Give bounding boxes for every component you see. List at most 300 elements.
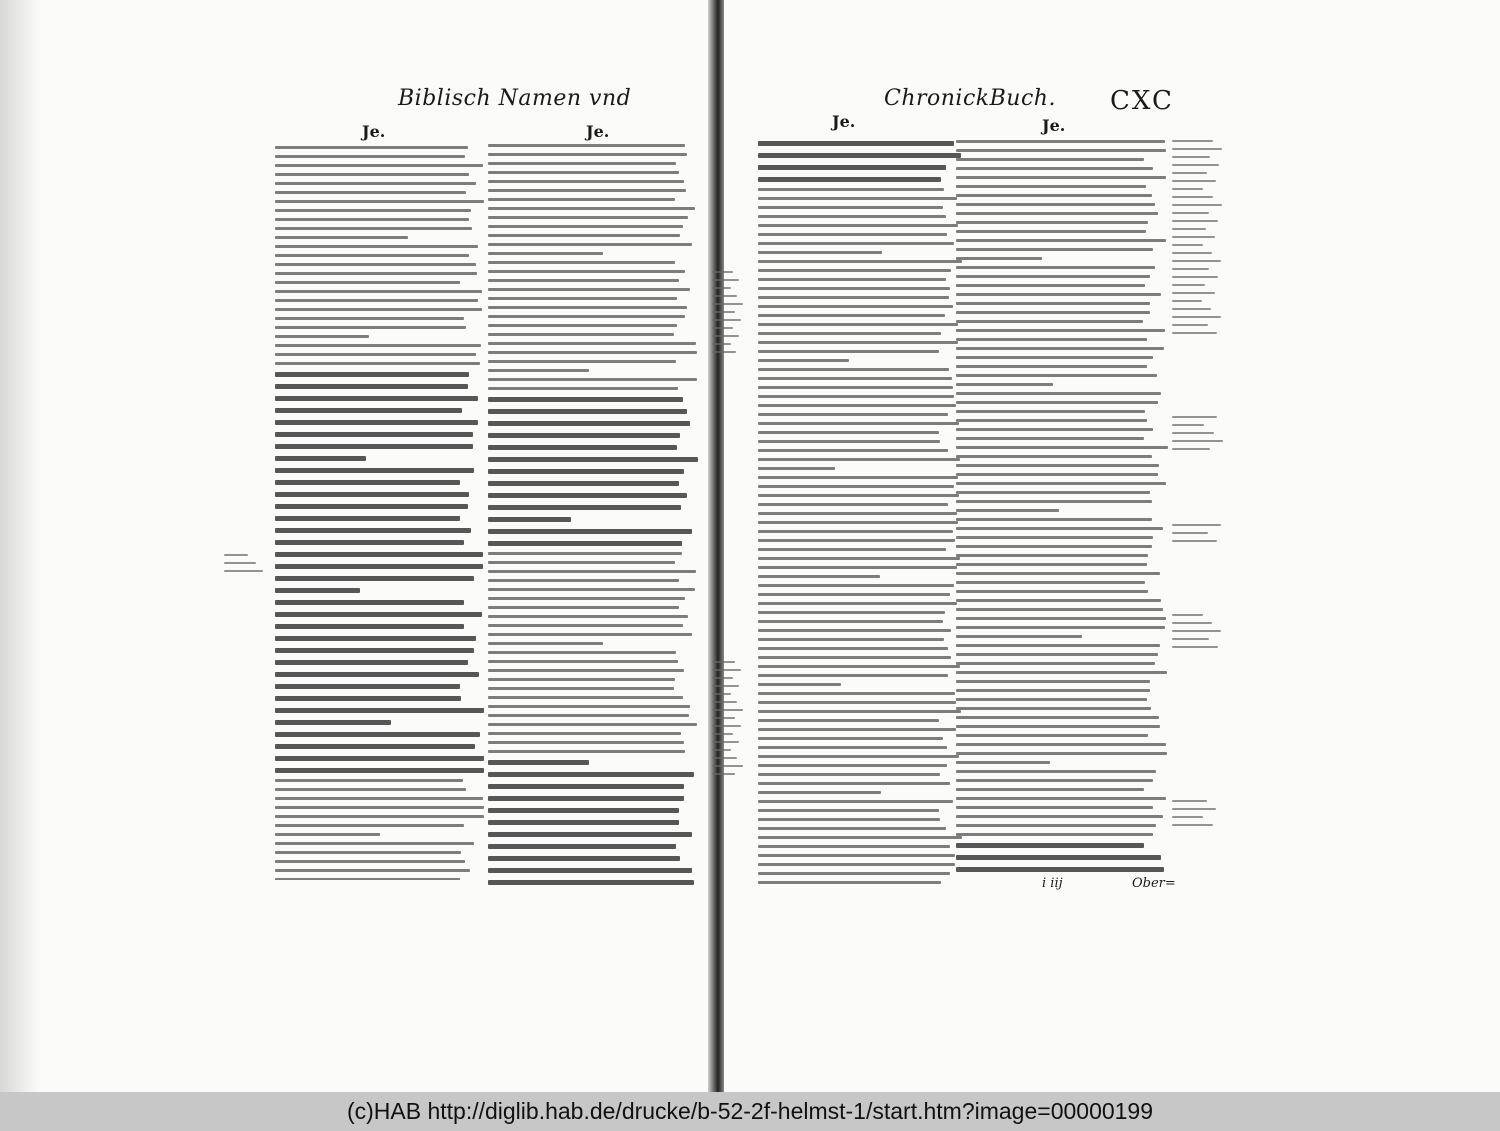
- text-line: [956, 266, 1155, 269]
- marginal-line: [1172, 540, 1217, 542]
- text-line: [488, 351, 697, 354]
- text-line: [758, 809, 939, 812]
- marginal-line: [1172, 638, 1209, 640]
- text-line: [275, 788, 466, 791]
- marginal-line: [712, 351, 736, 353]
- marginal-line: [712, 271, 733, 273]
- text-line: [488, 457, 698, 462]
- text-line: [758, 153, 961, 158]
- marginal-line: [712, 765, 743, 767]
- signature-mark: i iij: [1042, 876, 1063, 891]
- marginal-line: [712, 709, 743, 711]
- text-line: [956, 536, 1153, 539]
- text-line: [956, 770, 1156, 773]
- text-line: [758, 854, 955, 857]
- text-line: [956, 518, 1152, 521]
- text-line: [275, 833, 380, 836]
- text-line: [956, 230, 1146, 233]
- text-line: [275, 468, 474, 473]
- text-line: [956, 617, 1166, 620]
- text-line: [488, 615, 688, 618]
- text-line: [956, 257, 1042, 260]
- text-line: [758, 269, 951, 272]
- text-line: [956, 509, 1059, 512]
- text-line: [956, 797, 1166, 800]
- page-edge-shadow: [0, 0, 40, 1092]
- text-line: [956, 788, 1144, 791]
- text-line: [758, 197, 957, 200]
- text-line: [275, 191, 466, 194]
- marginal-line: [712, 303, 743, 305]
- text-line: [488, 369, 589, 372]
- text-line: [956, 221, 1148, 224]
- text-line: [488, 162, 676, 165]
- marginal-line: [712, 335, 739, 337]
- text-line: [488, 198, 675, 201]
- text-line: [956, 275, 1150, 278]
- marginal-line: [712, 669, 741, 671]
- text-line: [956, 743, 1166, 746]
- text-line: [488, 144, 685, 147]
- text-line: [488, 606, 679, 609]
- text-line: [956, 563, 1147, 566]
- marginal-line: [224, 570, 263, 572]
- text-line: [488, 552, 682, 555]
- text-line: [488, 633, 692, 636]
- left-page-column-1-text: [275, 140, 485, 880]
- right-page-inner-marginal-notes-lower: [712, 655, 746, 775]
- text-line: [758, 656, 951, 659]
- marginal-line: [1172, 316, 1221, 318]
- marginal-line: [1172, 220, 1218, 222]
- text-line: [956, 734, 1148, 737]
- text-line: [488, 579, 679, 582]
- text-line: [956, 491, 1150, 494]
- text-line: [956, 554, 1148, 557]
- text-line: [275, 851, 461, 854]
- marginal-line: [1172, 236, 1215, 238]
- text-line: [488, 387, 678, 390]
- marginal-line: [1172, 228, 1206, 230]
- text-line: [956, 644, 1160, 647]
- right-page: [724, 0, 1500, 1092]
- right-page-outer-marginal-note-3: [1172, 518, 1226, 548]
- text-line: [488, 588, 695, 591]
- marginal-line: [712, 343, 731, 345]
- text-line: [275, 696, 461, 701]
- text-line: [956, 347, 1164, 350]
- text-line: [758, 620, 943, 623]
- marginal-line: [1172, 300, 1202, 302]
- text-line: [956, 680, 1150, 683]
- text-line: [956, 464, 1159, 467]
- text-line: [275, 708, 484, 713]
- text-line: [956, 824, 1156, 827]
- text-line: [275, 155, 465, 158]
- text-line: [275, 588, 360, 593]
- text-line: [758, 314, 945, 317]
- text-line: [758, 440, 940, 443]
- text-line: [488, 844, 676, 849]
- text-line: [758, 764, 947, 767]
- text-line: [275, 146, 468, 149]
- text-line: [488, 481, 679, 486]
- marginal-line: [1172, 808, 1216, 810]
- marginal-line: [1172, 268, 1209, 270]
- text-line: [956, 482, 1166, 485]
- text-line: [488, 642, 603, 645]
- text-line: [758, 404, 956, 407]
- text-line: [488, 324, 677, 327]
- text-line: [275, 806, 484, 809]
- right-page-column-2-text: [956, 134, 1168, 874]
- text-line: [956, 855, 1161, 860]
- marginal-line: [1172, 260, 1221, 262]
- text-line: [758, 575, 880, 578]
- left-running-head: Biblisch Namen vnd: [398, 86, 632, 111]
- text-line: [488, 469, 684, 474]
- text-line: [758, 647, 948, 650]
- text-line: [275, 779, 463, 782]
- right-page-inner-marginal-notes: [712, 265, 746, 355]
- text-line: [488, 153, 687, 156]
- text-line: [275, 684, 460, 689]
- text-line: [956, 653, 1158, 656]
- text-line: [488, 243, 692, 246]
- text-line: [488, 856, 680, 861]
- marginal-line: [712, 733, 733, 735]
- text-line: [758, 593, 950, 596]
- text-line: [758, 503, 948, 506]
- marginal-line: [1172, 140, 1213, 142]
- text-line: [758, 827, 946, 830]
- text-line: [956, 302, 1150, 305]
- marginal-line: [1172, 276, 1218, 278]
- text-line: [275, 362, 480, 365]
- text-line: [956, 599, 1161, 602]
- text-line: [758, 800, 953, 803]
- attribution-footer: (c)HAB http://diglib.hab.de/drucke/b-52-2f-helmst-1/start.htm?image=00000199: [0, 1092, 1500, 1131]
- text-line: [488, 687, 674, 690]
- text-line: [956, 437, 1144, 440]
- marginal-line: [1172, 284, 1205, 286]
- text-line: [275, 842, 474, 845]
- text-line: [758, 638, 944, 641]
- text-line: [758, 305, 953, 308]
- text-line: [956, 365, 1147, 368]
- marginal-line: [712, 693, 731, 695]
- text-line: [758, 881, 941, 884]
- text-line: [488, 234, 680, 237]
- marginal-line: [1172, 432, 1214, 434]
- text-line: [758, 395, 954, 398]
- text-line: [758, 449, 948, 452]
- text-line: [758, 278, 946, 281]
- text-line: [956, 356, 1153, 359]
- text-line: [758, 458, 960, 461]
- text-line: [488, 171, 679, 174]
- marginal-line: [1172, 252, 1212, 254]
- text-line: [275, 236, 408, 239]
- text-line: [275, 420, 478, 425]
- text-line: [488, 820, 679, 825]
- text-line: [275, 576, 474, 581]
- text-line: [488, 297, 677, 300]
- marginal-line: [712, 677, 733, 679]
- text-line: [758, 755, 959, 758]
- text-line: [956, 212, 1158, 215]
- text-line: [956, 392, 1161, 395]
- text-line: [488, 660, 678, 663]
- text-line: [275, 824, 464, 827]
- text-line: [275, 797, 483, 800]
- text-line: [758, 719, 939, 722]
- text-line: [275, 672, 479, 677]
- text-line: [488, 529, 692, 534]
- text-line: [488, 760, 589, 765]
- text-line: [488, 342, 696, 345]
- marginal-line: [1172, 212, 1209, 214]
- marginal-line: [712, 685, 739, 687]
- text-line: [956, 167, 1153, 170]
- text-line: [488, 505, 681, 510]
- text-line: [488, 189, 686, 192]
- text-line: [275, 290, 482, 293]
- text-line: [758, 233, 947, 236]
- text-line: [956, 590, 1148, 593]
- text-line: [488, 288, 690, 291]
- marginal-line: [1172, 204, 1222, 206]
- marginal-line: [1172, 180, 1216, 182]
- text-line: [956, 140, 1165, 143]
- text-line: [488, 180, 684, 183]
- text-line: [956, 843, 1144, 848]
- text-line: [758, 557, 960, 560]
- marginal-line: [1172, 614, 1203, 616]
- marginal-line: [224, 562, 256, 564]
- text-line: [275, 732, 480, 737]
- text-line: [758, 872, 950, 875]
- text-line: [758, 332, 941, 335]
- left-page-column-head-2: Je.: [586, 122, 610, 141]
- text-line: [758, 368, 949, 371]
- text-line: [758, 431, 939, 434]
- marginal-line: [1172, 172, 1207, 174]
- text-line: [758, 485, 954, 488]
- text-line: [758, 548, 946, 551]
- text-line: [275, 504, 468, 509]
- text-line: [275, 209, 471, 212]
- left-page-column-2-text: [488, 138, 698, 886]
- marginal-line: [1172, 646, 1218, 648]
- left-page: [0, 0, 712, 1092]
- text-line: [758, 845, 950, 848]
- text-line: [275, 756, 484, 761]
- text-line: [758, 350, 939, 353]
- text-line: [956, 374, 1157, 377]
- text-line: [956, 671, 1167, 674]
- text-line: [956, 158, 1144, 161]
- text-line: [956, 428, 1153, 431]
- text-line: [956, 833, 1153, 836]
- marginal-line: [712, 327, 733, 329]
- text-line: [956, 815, 1163, 818]
- text-line: [275, 720, 391, 725]
- text-line: [488, 570, 696, 573]
- text-line: [275, 408, 462, 413]
- text-line: [956, 383, 1053, 386]
- marginal-line: [1172, 156, 1210, 158]
- text-line: [758, 683, 841, 686]
- text-line: [275, 353, 476, 356]
- text-line: [488, 270, 685, 273]
- text-line: [488, 225, 683, 228]
- marginal-line: [1172, 448, 1210, 450]
- text-line: [956, 176, 1166, 179]
- text-line: [758, 836, 962, 839]
- text-line: [956, 608, 1163, 611]
- marginal-line: [712, 319, 741, 321]
- marginal-line: [712, 701, 737, 703]
- text-line: [275, 245, 478, 248]
- text-line: [488, 732, 681, 735]
- text-line: [488, 433, 680, 438]
- marginal-line: [712, 295, 737, 297]
- marginal-line: [712, 757, 737, 759]
- right-page-outer-marginal-notes: [1172, 134, 1226, 334]
- text-line: [488, 541, 682, 546]
- right-page-outer-marginal-note-2: [1172, 410, 1226, 450]
- text-line: [758, 224, 958, 227]
- text-line: [275, 200, 484, 203]
- text-line: [758, 710, 961, 713]
- text-line: [758, 188, 944, 191]
- text-line: [488, 409, 687, 414]
- text-line: [758, 701, 956, 704]
- text-line: [488, 741, 684, 744]
- text-line: [956, 725, 1160, 728]
- text-line: [758, 773, 940, 776]
- text-line: [758, 341, 958, 344]
- text-line: [956, 545, 1152, 548]
- marginal-line: [712, 741, 739, 743]
- marginal-line: [1172, 800, 1207, 802]
- text-line: [275, 480, 460, 485]
- text-line: [488, 279, 679, 282]
- text-line: [956, 752, 1167, 755]
- text-line: [758, 665, 960, 668]
- text-line: [758, 512, 957, 515]
- marginal-line: [712, 279, 739, 281]
- text-line: [758, 323, 958, 326]
- marginal-line: [712, 773, 735, 775]
- text-line: [488, 772, 694, 777]
- text-line: [275, 263, 476, 266]
- marginal-line: [712, 749, 731, 751]
- text-line: [275, 516, 460, 521]
- text-line: [758, 386, 953, 389]
- marginal-line: [712, 661, 735, 663]
- text-line: [758, 296, 949, 299]
- marginal-line: [224, 554, 248, 556]
- text-line: [275, 860, 465, 863]
- marginal-line: [1172, 532, 1208, 534]
- text-line: [488, 696, 683, 699]
- text-line: [758, 566, 957, 569]
- text-line: [275, 396, 478, 401]
- text-line: [956, 761, 1050, 764]
- marginal-line: [1172, 308, 1211, 310]
- text-line: [275, 182, 476, 185]
- text-line: [758, 530, 953, 533]
- left-page-column-head-1: Je.: [362, 122, 386, 141]
- text-line: [488, 445, 677, 450]
- right-page-column-head-2: Je.: [1042, 116, 1066, 135]
- marginal-line: [1172, 622, 1212, 624]
- text-line: [488, 669, 684, 672]
- text-line: [758, 494, 959, 497]
- text-line: [275, 432, 473, 437]
- marginal-line: [1172, 416, 1217, 418]
- text-line: [956, 419, 1147, 422]
- right-page-outer-marginal-note-5: [1172, 794, 1226, 828]
- text-line: [488, 397, 683, 402]
- text-line: [956, 329, 1165, 332]
- marginal-line: [1172, 816, 1203, 818]
- text-line: [956, 635, 1082, 638]
- marginal-line: [1172, 630, 1221, 632]
- marginal-line: [1172, 440, 1223, 442]
- text-line: [956, 867, 1164, 872]
- marginal-line: [1172, 164, 1219, 166]
- text-line: [275, 492, 469, 497]
- text-line: [758, 818, 940, 821]
- marginal-line: [712, 725, 741, 727]
- text-line: [488, 868, 692, 873]
- text-line: [488, 651, 676, 654]
- text-line: [758, 287, 950, 290]
- text-line: [956, 779, 1153, 782]
- text-line: [956, 320, 1143, 323]
- text-line: [956, 446, 1168, 449]
- text-line: [956, 581, 1145, 584]
- text-line: [275, 636, 476, 641]
- text-line: [758, 692, 955, 695]
- text-line: [488, 261, 675, 264]
- marginal-line: [1172, 196, 1213, 198]
- text-line: [488, 723, 697, 726]
- text-line: [758, 584, 954, 587]
- text-line: [956, 149, 1166, 152]
- text-line: [956, 689, 1150, 692]
- marginal-line: [1172, 148, 1222, 150]
- text-line: [758, 611, 945, 614]
- text-line: [488, 808, 679, 813]
- text-line: [488, 378, 697, 381]
- text-line: [275, 173, 469, 176]
- text-line: [488, 784, 684, 789]
- text-line: [758, 206, 943, 209]
- text-line: [758, 863, 955, 866]
- marginal-line: [1172, 244, 1203, 246]
- text-line: [275, 281, 460, 284]
- text-line: [758, 476, 958, 479]
- text-line: [275, 878, 460, 880]
- right-page-outer-marginal-note-4: [1172, 608, 1226, 650]
- text-line: [275, 326, 466, 329]
- text-line: [275, 564, 483, 569]
- text-line: [275, 164, 483, 167]
